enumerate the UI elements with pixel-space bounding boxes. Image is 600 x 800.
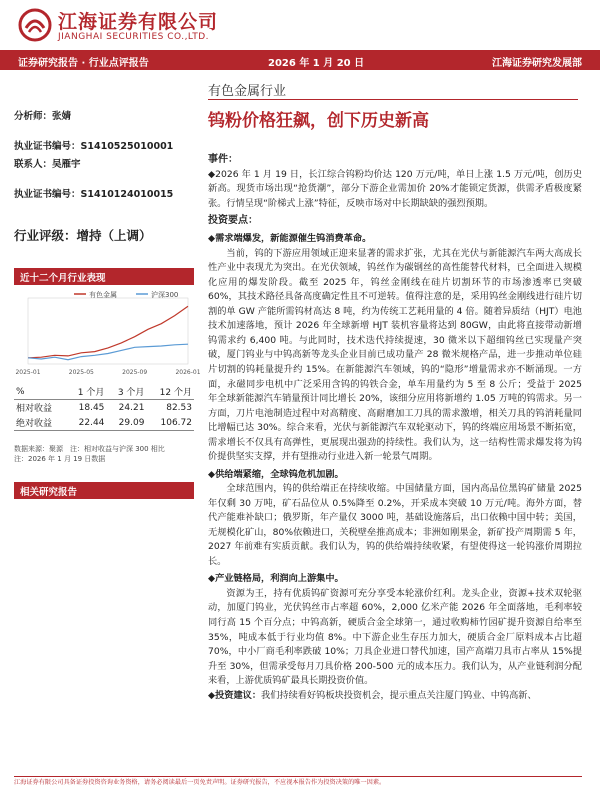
industry-label: 有色金属行业 (208, 84, 287, 99)
industry-chain-paragraph: 资源为王，持有优质钨矿资源可充分享受本轮涨价红利。龙头企业，资源+技术双轮驱动，加厦门钨业，光伏钨丝市占率超 60%，2,000 亿米产能 2026 年全面落地，毛利率较同行高 15 个百分点；中钨高新，硬质合金全球第一，通过收购柿竹园矿提升资源自给率至 35%，吨成本低于行业均值 8%。中下游企业生存压力加大，硬质合金厂原料成本占比超 70%，中小厂商毛利率跌破 10%；刀具企业进口替代加速，国产高端刀具市占率从 15%提升至 30%，但需承受每月刀具价格 200-500 元的成本压力。我们认为，从产业链利润分配来看，上游优质钨矿最具长期投资价值。 (208, 587, 582, 687)
report-type: 证券研究报告 · 行业点评报告 (18, 58, 149, 69)
date-note: 注：2026 年 1 月 19 日数据 (14, 455, 106, 464)
company-logo-icon (18, 8, 52, 42)
divider (208, 99, 578, 100)
department: 江海证券研究发展部 (492, 58, 582, 69)
table-cell: 29.09 (106, 415, 146, 431)
series-line-1 (28, 344, 188, 360)
table-header: 1 个月 (66, 384, 106, 400)
contact-info (14, 156, 194, 170)
points-heading: 投资要点： (208, 215, 258, 227)
cert-number-2: S1410124010015 (80, 189, 174, 200)
table-cell: 82.53 (166, 402, 192, 413)
cert-label-2: 执业证书编号： (14, 189, 81, 200)
x-tick-label: 2025-01 (15, 369, 41, 376)
analyst-info (14, 108, 194, 122)
cert-label-1: 执业证书编号： (14, 141, 81, 152)
contact-name: 吴雁宇 (52, 159, 81, 170)
rating-value: 增持（上调） (76, 228, 152, 243)
related-reports-title: 相关研究报告 (14, 482, 194, 499)
investment-advice-text: 我们持续看好钨板块投资机会，提示重点关注厦门钨业、中钨高新、 (261, 689, 537, 701)
main-content (208, 150, 582, 703)
x-tick-label: 2026-01 (175, 369, 201, 376)
supply-heading: ◆供给端紧缩，全球钨危机加剧。 (208, 468, 344, 480)
legend-label: 有色金属 (89, 291, 117, 299)
demand-paragraph: 当前，钨的下游应用领域正迎来显著的需求扩张，尤其在光伏与新能源汽车两大高成长性产业中表现尤为突出。在光伏领域，钨丝作为碳钢丝的高性能替代材料，已全面进入规模化应用的爆发阶段。截至 2025 年，钨丝金刚线在硅片切割环节的市场渗透率已突破 60%，其技术路径具备高度确定性且不可逆转。值得注意的是，采用钨丝金刚线进行硅片切割的单 GW 产能所需钨材高达 8 吨，约为传统工艺耗用量的 4 倍。随着异质结（HJT）电池技术加速落地，预计 2026 年全球新增 HJT 装机容量将达到 80GW，由此将直接带动新增钨需求约 6,400 吨。与此同时，技术迭代持续提速，30 微米以下超细钨丝已实现量产突破，厦门钨业与中钨高新等龙头企业目前已成功量产 28 微米规格产品，进一步推动单位硅片切割的钨耗量提升约 15%。在新能源汽车领域，钨的“隐形”增量需求亦不断涌现。一方面，永磁同步电机中广泛采用含钨的钨铁合金，单车用量约为 5 至 8 公斤；受益于 2025 年全球新能源汽车销量预计同比增长 20%，该细分应用将新增约 1.05 万吨的钨需求。另一方面，刀片电池制造过程中对高精度、高耐磨加工刀具的需求激增，相关刀具的钨消耗量同比增幅已达 30%。综合来看，光伏与新能源汽车双轮驱动下，钨的终端应用场景不断拓宽，需求增长不仅具有高弹性，更展现出强劲的持续性。我们认为，这一结构性需求爆发将为钨价提供坚实支撑，并有望推动行业进入新一轮景气周期。 (208, 247, 582, 463)
cert-info-2 (14, 186, 194, 200)
event-paragraph: ◆2026 年 1 月 19 日，长江综合钨粉均价达 120 万元/吨，单日上涨 1.5 万元/吨，创历史新高。现货市场出现“抢货潮”，部分下游企业需加价 20%才能锁定货源，供需矛盾极度紧张。行情呈现“阶梯式上涨”特征，反映市场对中长期缺缺的强烈预期。 (208, 168, 582, 209)
investment-advice (208, 689, 582, 704)
table-header-row (14, 384, 194, 400)
analyst-label: 分析师： (14, 111, 53, 122)
performance-chart (14, 286, 201, 378)
company-name-cn: 江海证券有限公司 (58, 11, 219, 33)
page-title: 钨粉价格狂飙，创下历史新高 (208, 111, 429, 131)
performance-section-title: 近十二个月行业表现 (14, 268, 194, 285)
table-header: 12 个月 (146, 384, 194, 400)
rating-label: 行业评级： (14, 228, 77, 243)
investment-advice-heading: ◆投资建议： (208, 689, 262, 701)
x-tick-label: 2025-05 (68, 369, 94, 376)
table-cell: 18.45 (78, 402, 105, 413)
table-row (14, 400, 194, 416)
demand-heading: ◆需求端爆发，新能源催生钨消费革命。 (208, 233, 372, 245)
table-cell: 24.21 (118, 402, 145, 413)
cert-info-1 (14, 138, 194, 152)
table-cell: 106.72 (146, 415, 194, 431)
x-tick-label: 2025-09 (122, 369, 148, 376)
industry-chain-heading: ◆产业链格局，利润向上游集中。 (208, 573, 344, 585)
supply-paragraph: 全球范围内，钨的供给端正在持续收缩。中国储量方面，国内高品位黑钨矿储量 2025 年仅剩 30 万吨，矿石品位从 0.5%降至 0.2%，开采成本突破 10 万元/吨。海外方面，替代产能难补缺口；俄罗斯，年产量仅 3000 吨，基础设施落后，出口依赖中国中转；美国，无规模化矿山，80%依赖进口，关税壁垒推高成本；非洲如刚果金，新矿投产周期需 5 年，2027 年前难有实质贡献。我们认为，钨的供给端持续收紧，有望使得这一轮钨涨价周期拉长。 (208, 483, 582, 567)
contact-label: 联系人： (14, 159, 53, 170)
industry-rating (14, 226, 152, 244)
source-note: 数据来源：聚源 注：相对收益与沪深 300 相比 (14, 445, 165, 453)
table-header: % (14, 384, 66, 400)
footer-disclaimer: 江海证券有限公司具备证券投资咨询业务资格，请务必阅读最后一页免责声明。证券研究报告，不应视本报告作为投资决策的唯一因素。 (14, 779, 386, 786)
series-line-0 (28, 306, 188, 358)
footer-divider (14, 776, 582, 777)
report-date: 2026 年 1 月 20 日 (268, 58, 365, 69)
legend-label: 沪深300 (151, 291, 179, 299)
table-source-note (14, 444, 194, 464)
analyst-name: 张婧 (52, 111, 72, 122)
event-heading: 事件： (208, 154, 238, 165)
table-cell: 相对收益 (16, 404, 53, 414)
header-bar (0, 50, 600, 70)
company-logo (18, 6, 258, 48)
performance-table (14, 384, 194, 431)
company-name-en: JIANGHAI SECURITIES CO.,LTD. (58, 32, 209, 42)
table-header: 3 个月 (106, 384, 146, 400)
table-cell: 22.44 (66, 415, 106, 431)
table-cell: 绝对收益 (14, 415, 66, 431)
cert-number-1: S1410525010001 (80, 141, 174, 152)
table-row (14, 415, 194, 431)
